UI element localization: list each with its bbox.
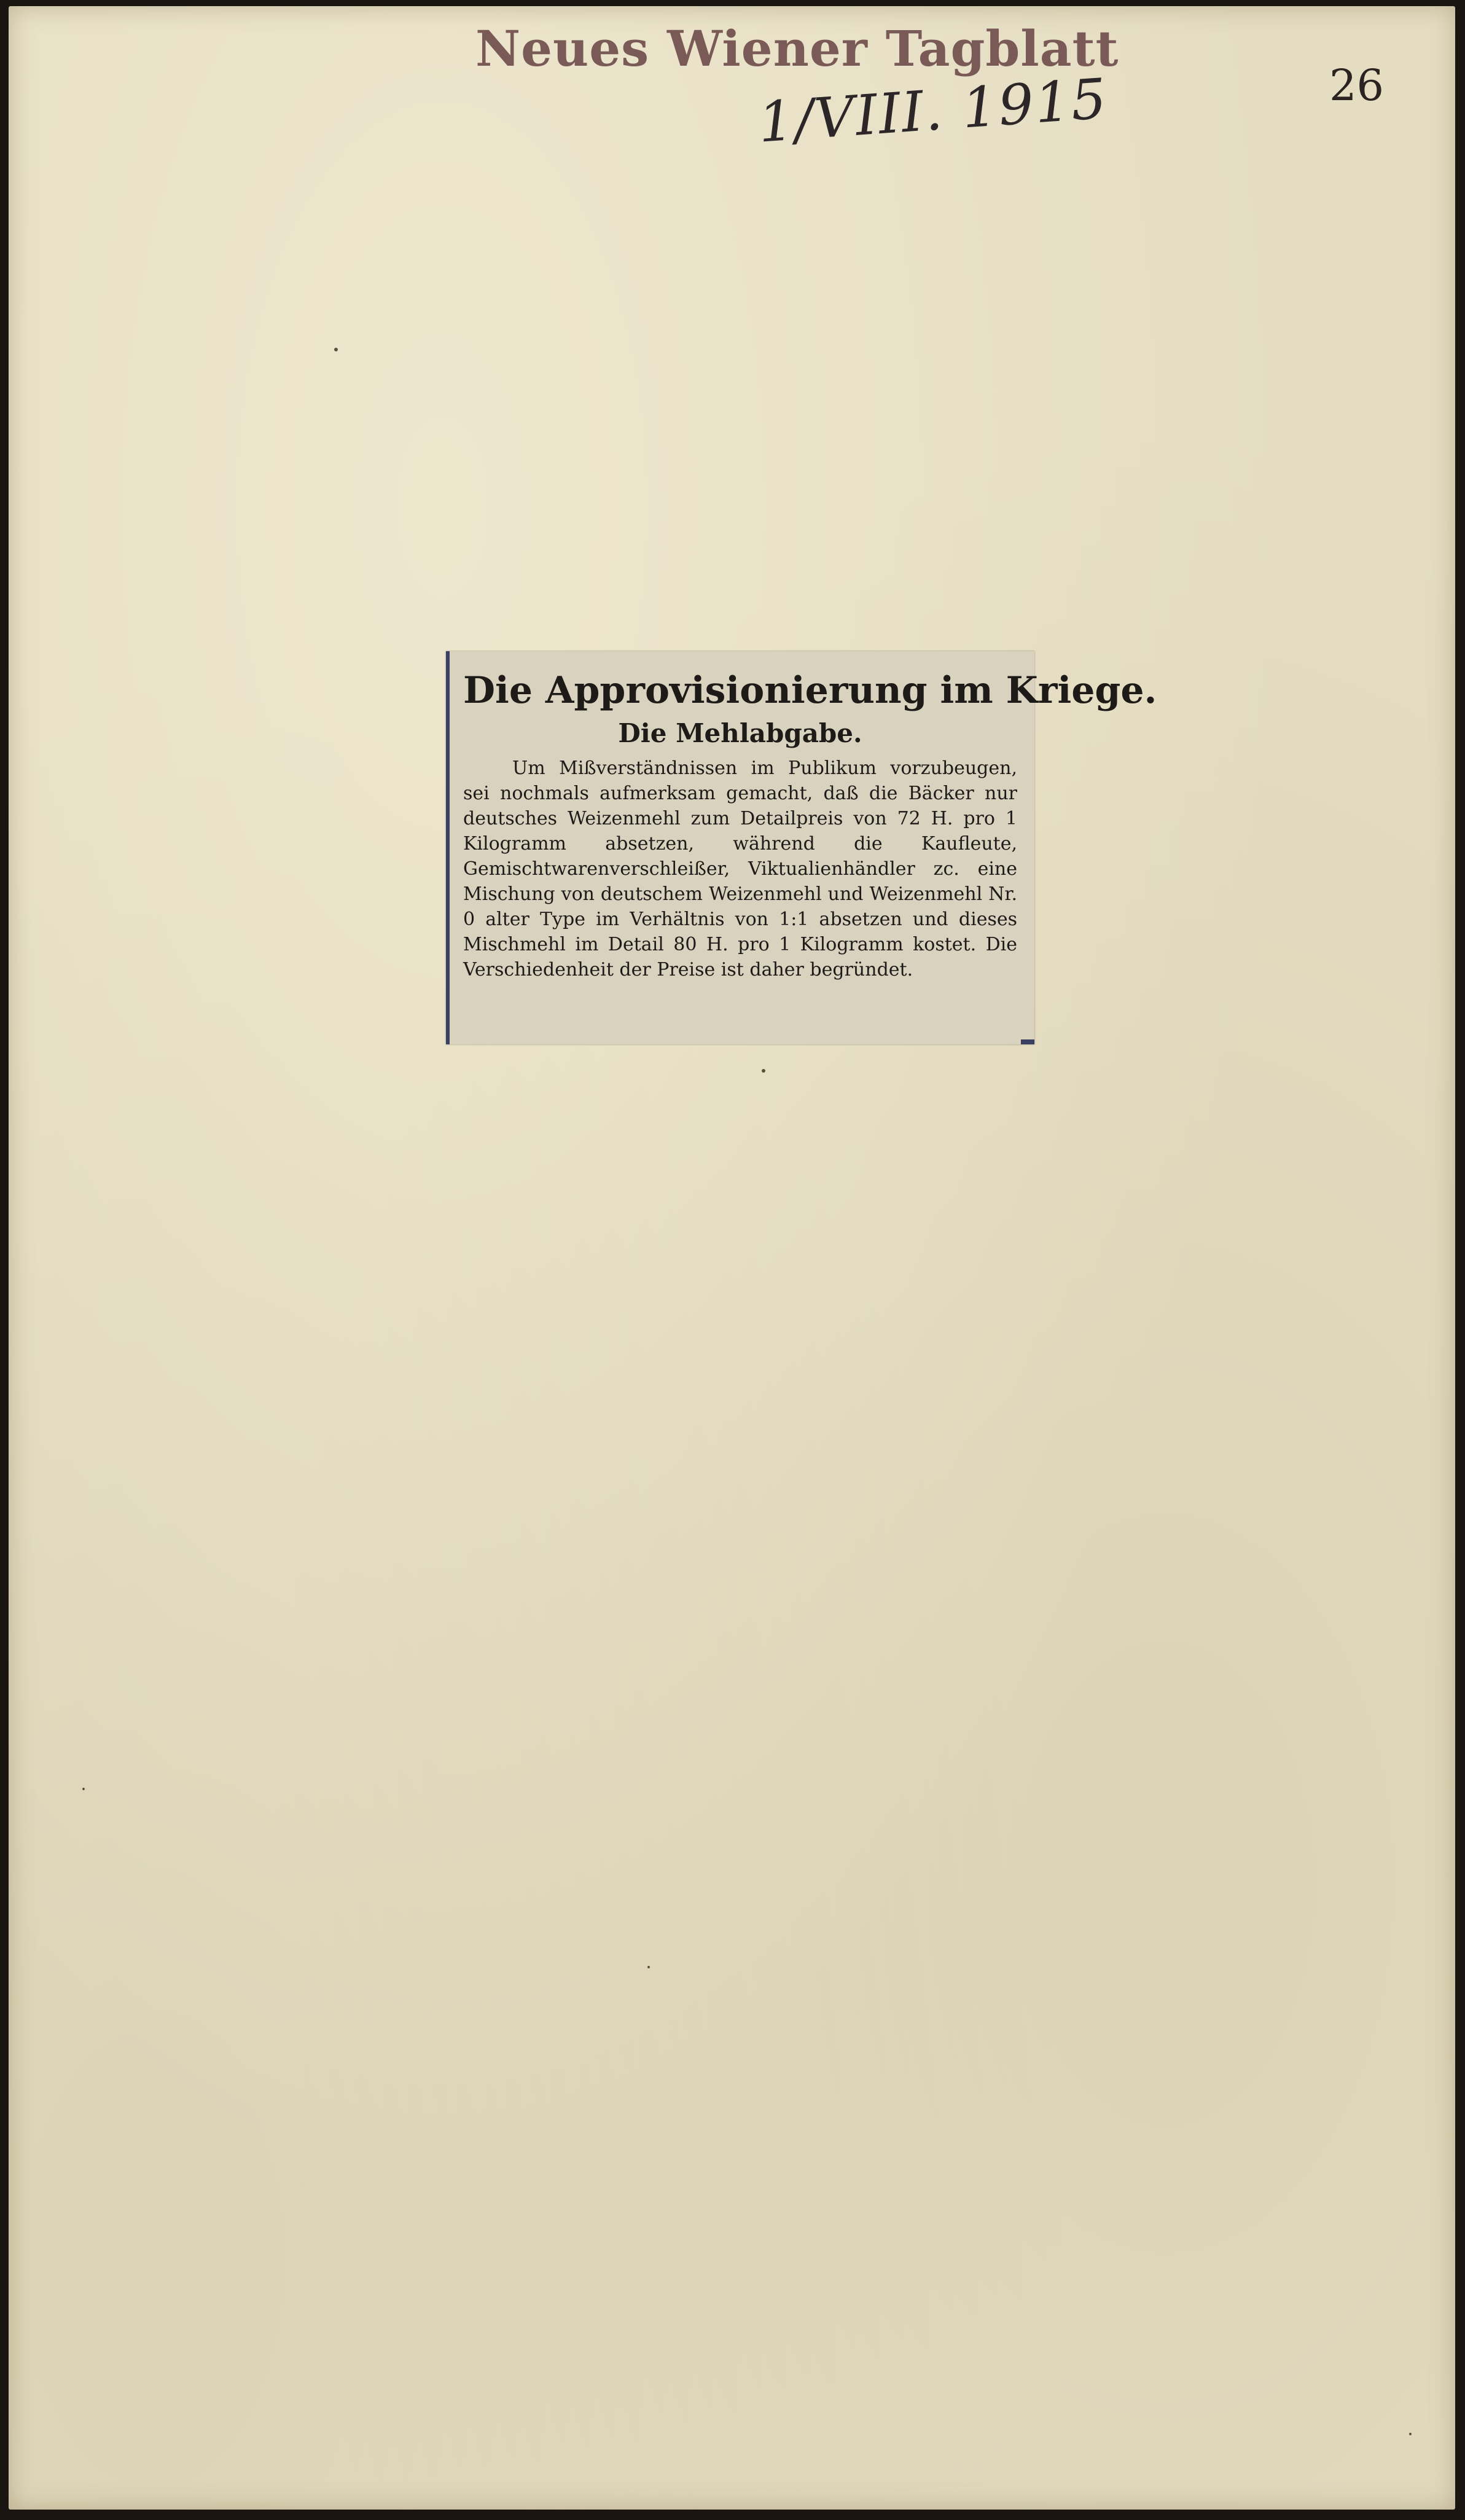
paper-speck [647, 1966, 650, 1968]
clipping-edge-mark [446, 651, 450, 1044]
clipping-headline: Die Approvisionierung im Kriege. [463, 669, 1157, 712]
paper-speck [762, 1069, 765, 1073]
handwritten-date: 1/VIII. 1915 [756, 66, 1110, 155]
paper-speck [1409, 2433, 1412, 2435]
paper-speck [82, 1788, 85, 1790]
clipping-subheadline: Die Mehlabgabe. [618, 718, 862, 748]
newspaper-name-stamp: Neues Wiener Tagblatt [475, 20, 1119, 77]
page-number: 26 [1329, 60, 1385, 111]
clipping-corner-mark [1021, 1039, 1034, 1044]
newspaper-clipping [446, 651, 1157, 1044]
paper-speck [334, 348, 338, 351]
clipping-body-text: Um Mißverständnissen im Publikum vorzubeugen, sei nochmals aufmerksam gemacht, daß die Bäcker nur deutsches Weizenmehl zum Detailpreis von 72 H. pro 1 Kilogramm absetzen, während die Kaufleute, Gemischtwarenverschleißer, Viktualienhändler zc. eine Mischung von deutschem Weizenmehl und Weizenmehl Nr. 0 alter Type im Verhältnis von 1:1 absetzen und dieses Mischmehl im Detail 80 H. pro 1 Kilogramm kostet. Die Verschiedenheit der Preise ist daher begründet. [463, 757, 1017, 980]
archive-sheet [9, 6, 1455, 2510]
